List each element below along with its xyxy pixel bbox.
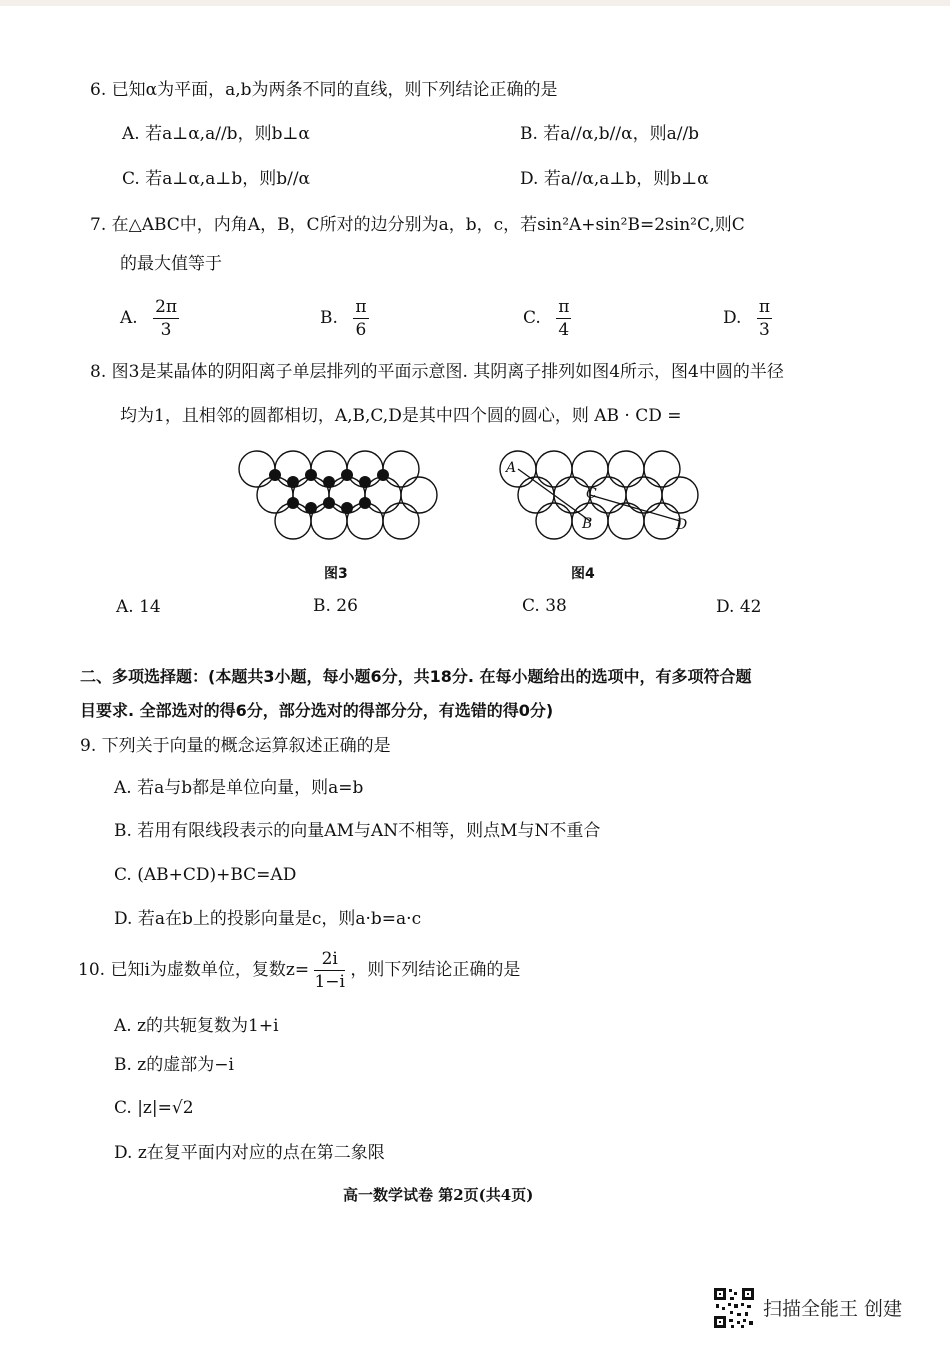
q7-option-b-denominator: 6: [355, 320, 367, 340]
q10-option-a: A. z的共轭复数为1+i: [114, 1016, 279, 1036]
q10-stem-prefix: 10. 已知i为虚数单位，复数z=: [78, 960, 310, 980]
q6-option-c: C. 若a⊥α,a⊥b，则b//α: [122, 169, 311, 189]
q7-stem: 7. 在△ABC中，内角A，B，C所对的边分别为a，b，c，若sin²A+sin²B=2sin²C,则C: [90, 215, 745, 235]
figure-3-crystal-diagram: [230, 445, 440, 545]
q7-option-b: [320, 296, 369, 341]
q7-option-c-label: C.: [523, 308, 541, 328]
q9-option-b: B. 若用有限线段表示的向量AM与AN不相等，则点M与N不重合: [114, 821, 601, 841]
q9-option-d: D. 若a在b上的投影向量是c，则a·b=a·c: [114, 909, 422, 929]
q8-stem: 8. 图3是某晶体的阴阳离子单层排列的平面示意图. 其阴离子排列如图4所示，图4中圆的半径: [90, 362, 784, 382]
q10-fraction-numerator: 2i: [314, 948, 345, 971]
q7-option-c: [523, 296, 571, 341]
figure-3-caption: 图3: [324, 566, 348, 582]
q8-stem-continued: 均为1，且相邻的圆都相切，A,B,C,D是其中四个圆的圆心，则 AB · CD =: [120, 406, 682, 426]
q9-option-a: A. 若a与b都是单位向量，则a=b: [114, 778, 364, 798]
q7-option-a-numerator: 2π: [155, 297, 178, 317]
q7-option-d-denominator: 3: [759, 320, 770, 340]
figure-4-point-b: B: [582, 516, 593, 532]
section-2-header-line1: 二、多项选择题：(本题共3小题，每小题6分，共18分. 在每小题给出的选项中，有多项符合题: [80, 667, 752, 686]
q7-option-a-label: A.: [120, 308, 138, 328]
q7-option-b-fraction: [353, 296, 368, 341]
page-footer: 高一数学试卷 第2页(共4页): [343, 1186, 534, 1204]
q10-fraction-denominator: 1−i: [314, 972, 345, 992]
q8-option-b: B. 26: [313, 596, 358, 616]
q7-option-c-denominator: 4: [558, 320, 570, 340]
page-top-edge: [0, 0, 950, 6]
q8-option-c: C. 38: [522, 596, 567, 616]
q9-option-c: C. (AB+CD)+BC=AD: [114, 865, 297, 885]
q10-option-b: B. z的虚部为−i: [114, 1055, 234, 1075]
q6-option-b: B. 若a//α,b//α，则a//b: [520, 124, 700, 144]
section-2-header-line2: 目要求. 全部选对的得6分，部分选对的得部分分，有选错的得0分): [80, 701, 554, 720]
q7-stem-continued: 的最大值等于: [120, 254, 222, 274]
figure-4-point-d: D: [676, 517, 688, 533]
scanner-watermark: 扫描全能王 创建: [763, 1298, 903, 1320]
figure-4-circle-diagram: [498, 445, 708, 545]
q10-stem-fraction: [314, 948, 345, 993]
qr-code-icon: [712, 1286, 756, 1330]
q7-option-c-numerator: π: [558, 297, 570, 317]
q7-option-b-label: B.: [320, 308, 338, 328]
figure-4-caption: 图4: [571, 566, 595, 582]
q7-option-a-fraction: [153, 296, 179, 341]
q7-option-d-fraction: [757, 296, 772, 341]
figure-4-point-a: A: [506, 460, 517, 476]
q7-option-a-denominator: 3: [160, 320, 172, 340]
figure-4-point-c: C: [586, 486, 597, 502]
q7-option-c-fraction: [556, 296, 571, 341]
q8-option-d: D. 42: [716, 597, 762, 617]
q10-option-d: D. z在复平面内对应的点在第二象限: [114, 1143, 385, 1163]
q6-option-d: D. 若a//α,a⊥b，则b⊥α: [520, 169, 709, 189]
q7-option-a: [120, 296, 179, 341]
q10-stem-suffix: ，则下列结论正确的是: [350, 960, 521, 980]
q10-stem: [78, 948, 520, 993]
q8-option-a: A. 14: [116, 597, 161, 617]
q7-option-d-numerator: π: [758, 297, 771, 317]
q6-stem: 6. 已知α为平面，a,b为两条不同的直线，则下列结论正确的是: [90, 80, 558, 100]
q7-option-d-label: D.: [723, 308, 742, 328]
q7-option-d: [723, 296, 772, 341]
q7-option-b-numerator: π: [355, 297, 367, 317]
q9-stem: 9. 下列关于向量的概念运算叙述正确的是: [80, 736, 391, 756]
q6-option-a: A. 若a⊥α,a//b，则b⊥α: [122, 124, 310, 144]
q10-option-c: C. |z|=√2: [114, 1098, 194, 1118]
